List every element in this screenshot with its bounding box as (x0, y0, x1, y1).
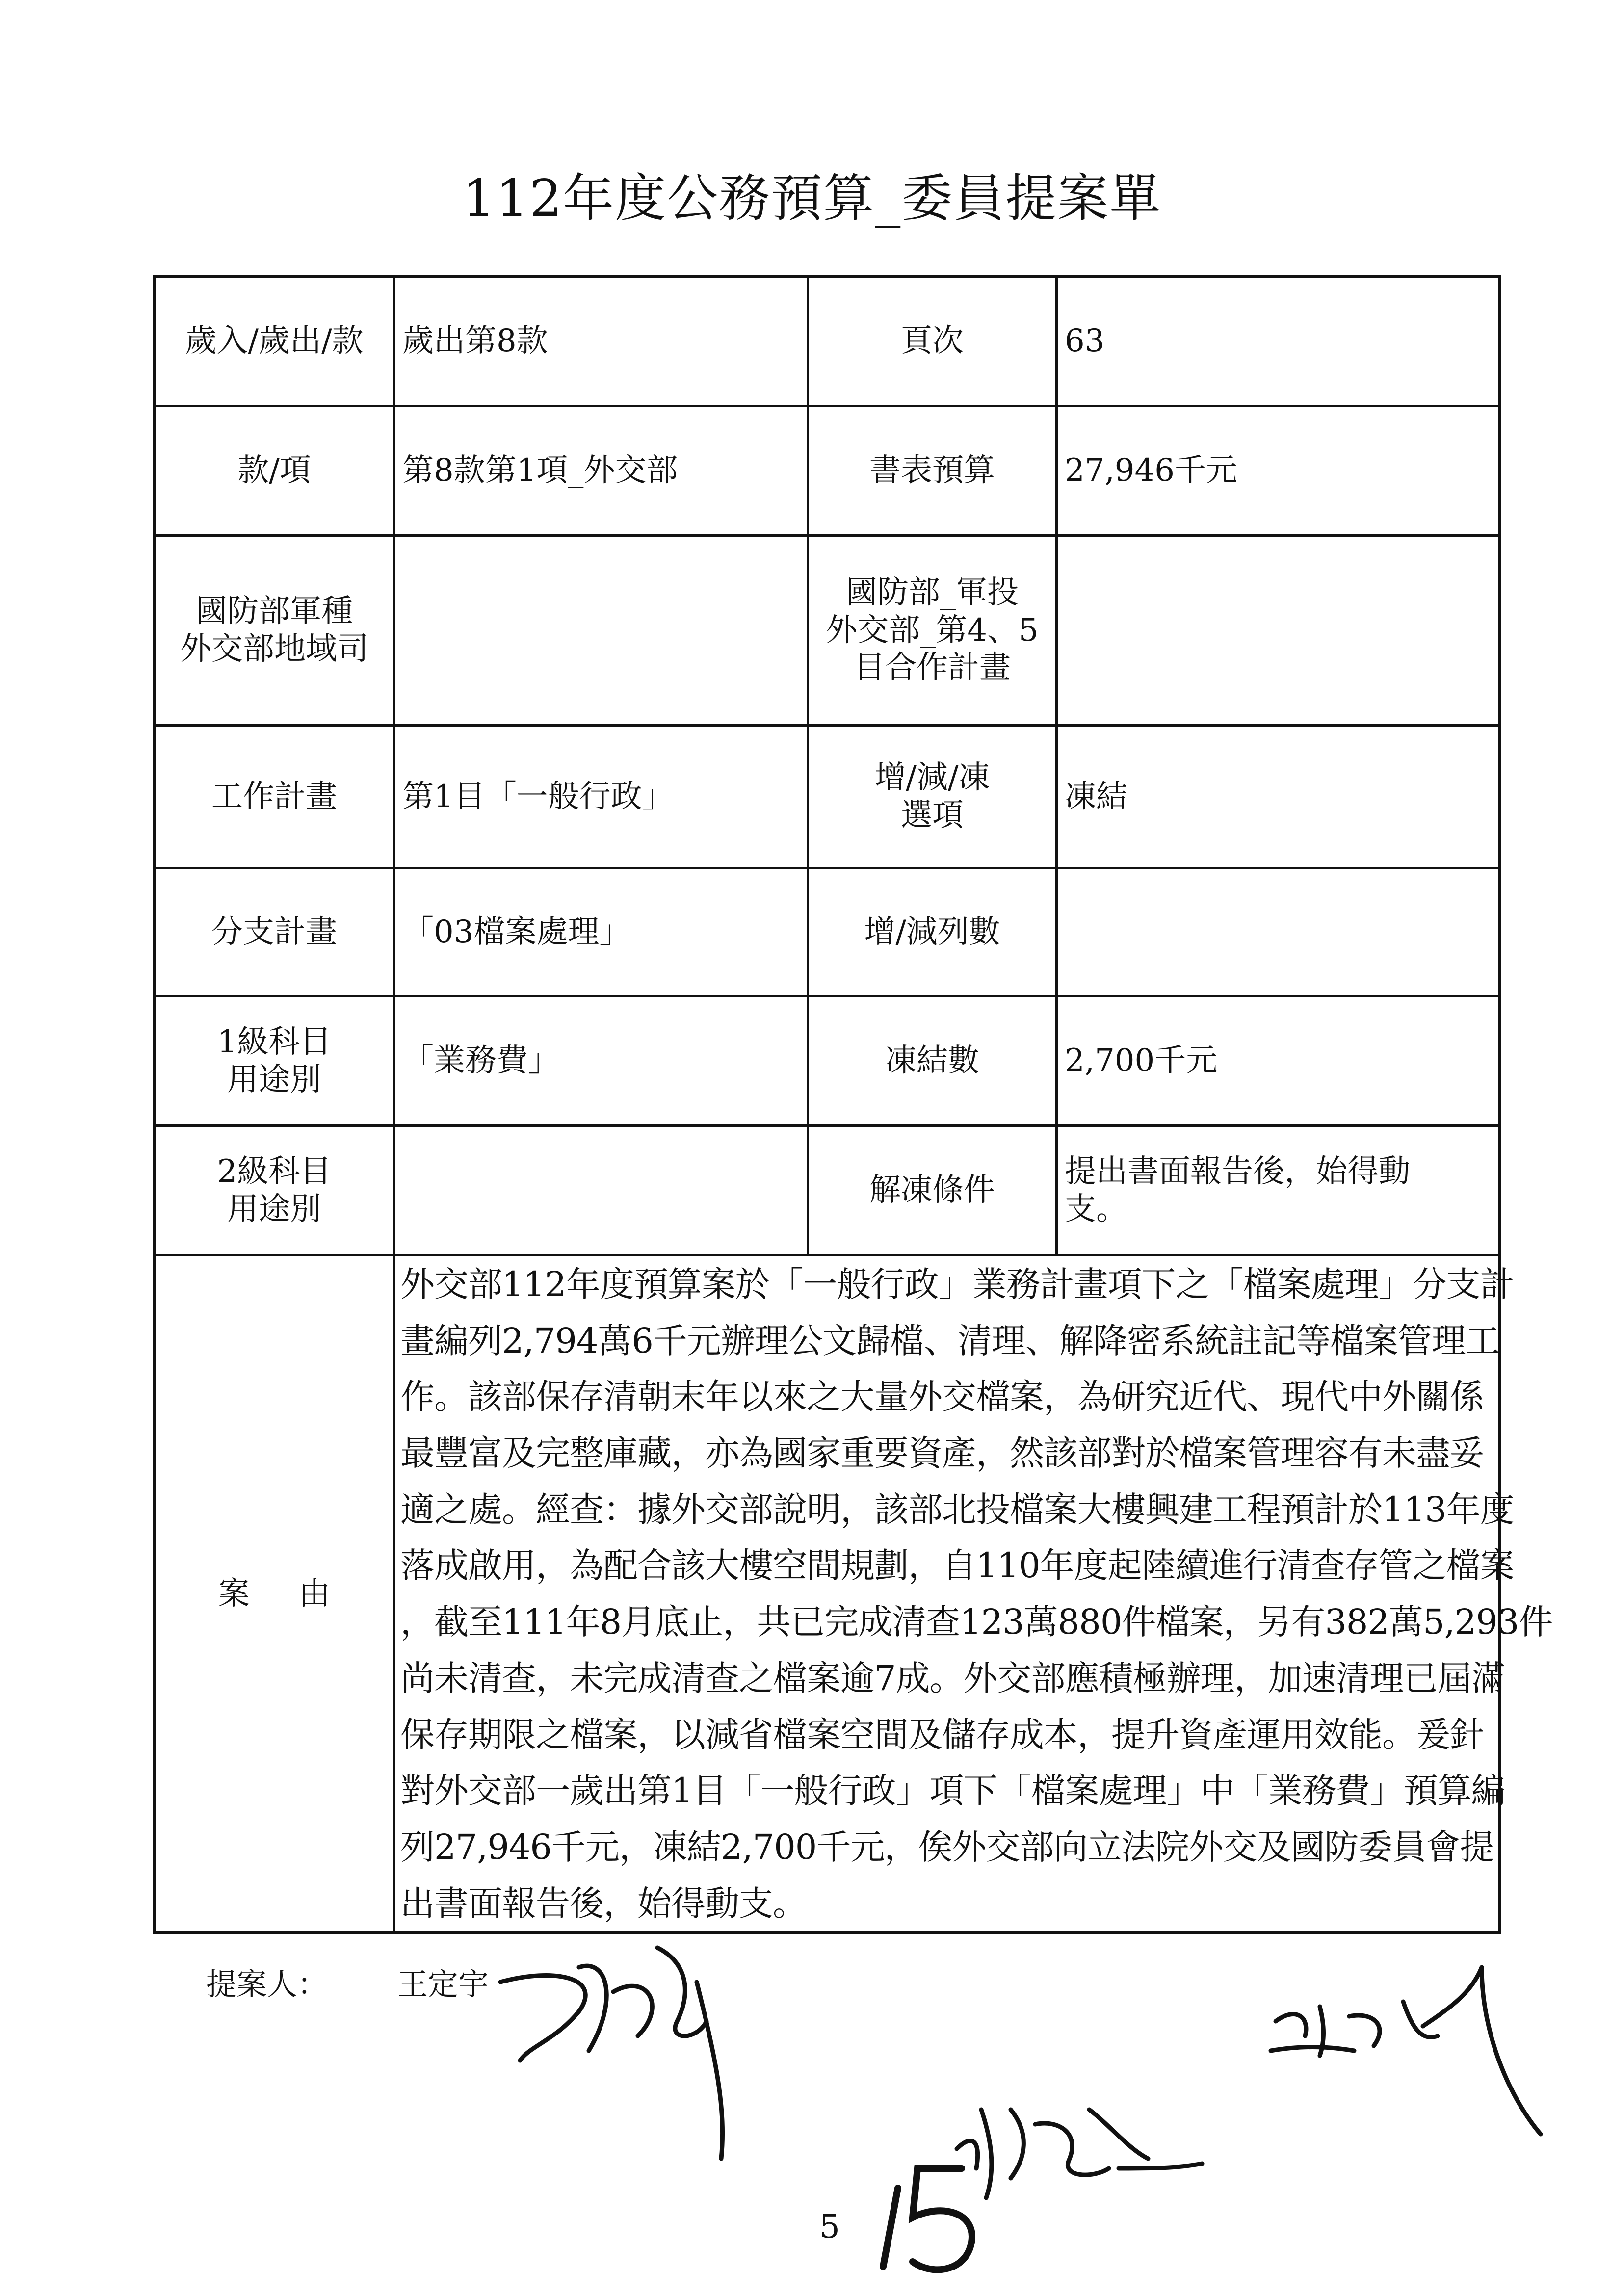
page-number: 5 (819, 2208, 840, 2245)
field-value: 凍結 (1057, 726, 1500, 868)
field-label: 工作計畫 (155, 726, 394, 868)
proposer-label: 提案人： (206, 1966, 328, 2002)
value-line: 支。 (1065, 1191, 1127, 1227)
reason-line: 出書面報告後，始得動支。 (400, 1883, 807, 1924)
label-line: 2級科目 (217, 1153, 332, 1190)
field-label: 分支計畫 (155, 868, 394, 996)
field-label: 款/項 (155, 406, 394, 536)
field-value: 「03檔案處理」 (394, 868, 808, 996)
handwritten-page-number (883, 2168, 972, 2270)
reason-line: 最豐富及完整庫藏，亦為國家重要資產，然該部對於檔案管理容有未盡妥 (400, 1433, 1484, 1474)
reason-line: 畫編列2,794萬6千元辦理公文歸檔、清理、解降密系統註記等檔案管理工 (400, 1320, 1499, 1361)
field-value: 第8款第1項_外交部 (394, 406, 808, 536)
signature-2 (1271, 1967, 1541, 2134)
label-line: 1級科目 (217, 1023, 332, 1060)
field-label: 增/減列數 (808, 868, 1057, 996)
reason-line: 落成啟用，為配合該大樓空間規劃，自110年度起陸續進行清查存管之檔案 (400, 1545, 1514, 1586)
field-label: 解凍條件 (808, 1126, 1057, 1255)
label-line: 增/減/凍 (874, 759, 990, 796)
reason-line: 作。該部保存清朝末年以來之大量外交檔案，為研究近代、現代中外關係 (400, 1377, 1484, 1417)
label-line: 外交部地域司 (180, 631, 368, 667)
field-label: 頁次 (808, 277, 1057, 406)
reason-label: 案由 (218, 1575, 379, 1612)
reason-line: 保存期限之檔案，以減省檔案空間及儲存成本，提升資產運用效能。爰針 (400, 1714, 1484, 1755)
field-value: 63 (1057, 277, 1500, 406)
page-title: 112年度公務預算_委員提案單 (462, 168, 1162, 228)
reason-line: 尚未清查，未完成清查之檔案逾7成。外交部應積極辦理，加速清理已屆滿 (400, 1658, 1505, 1698)
label-line: 國防部軍種 (196, 593, 353, 630)
reason-line: 列27,946千元，凍結2,700千元，俟外交部向立法院外交及國防委員會提 (400, 1826, 1494, 1867)
field-value: 27,946千元 (1057, 406, 1500, 536)
label-line: 選項 (901, 797, 964, 834)
label-line: 國防部_軍投 (846, 574, 1019, 611)
field-value: 2,700千元 (1057, 996, 1500, 1126)
value-line: 提出書面報告後，始得動 (1065, 1153, 1410, 1190)
proposer-name: 王定宇 (397, 1966, 489, 2002)
signature-3 (957, 2110, 1202, 2198)
reason-line: 對外交部一歲出第1目「一般行政」項下「檔案處理」中「業務費」預算編 (400, 1771, 1505, 1811)
field-value: 「業務費」 (394, 996, 808, 1126)
reason-line: 適之處。經查：據外交部說明，該部北投檔案大樓興建工程預計於113年度 (400, 1489, 1514, 1530)
field-label: 歲入/歲出/款 (155, 277, 394, 406)
field-label: 書表預算 (808, 406, 1057, 536)
label-line: 用途別 (227, 1061, 321, 1098)
label-line: 目合作計畫 (854, 650, 1011, 686)
signature-1 (500, 1948, 723, 2159)
reason-line: 外交部112年度預算案於「一般行政」業務計畫項下之「檔案處理」分支計 (400, 1264, 1514, 1305)
field-value: 第1目「一般行政」 (394, 726, 808, 868)
label-line: 外交部_第4、5 (826, 612, 1039, 649)
field-label: 凍結數 (808, 996, 1057, 1126)
reason-line: ，截至111年8月底止，共已完成清查123萬880件檔案，另有382萬5,293件 (400, 1602, 1553, 1643)
label-line: 用途別 (227, 1191, 321, 1227)
field-value: 歲出第8款 (394, 277, 808, 406)
